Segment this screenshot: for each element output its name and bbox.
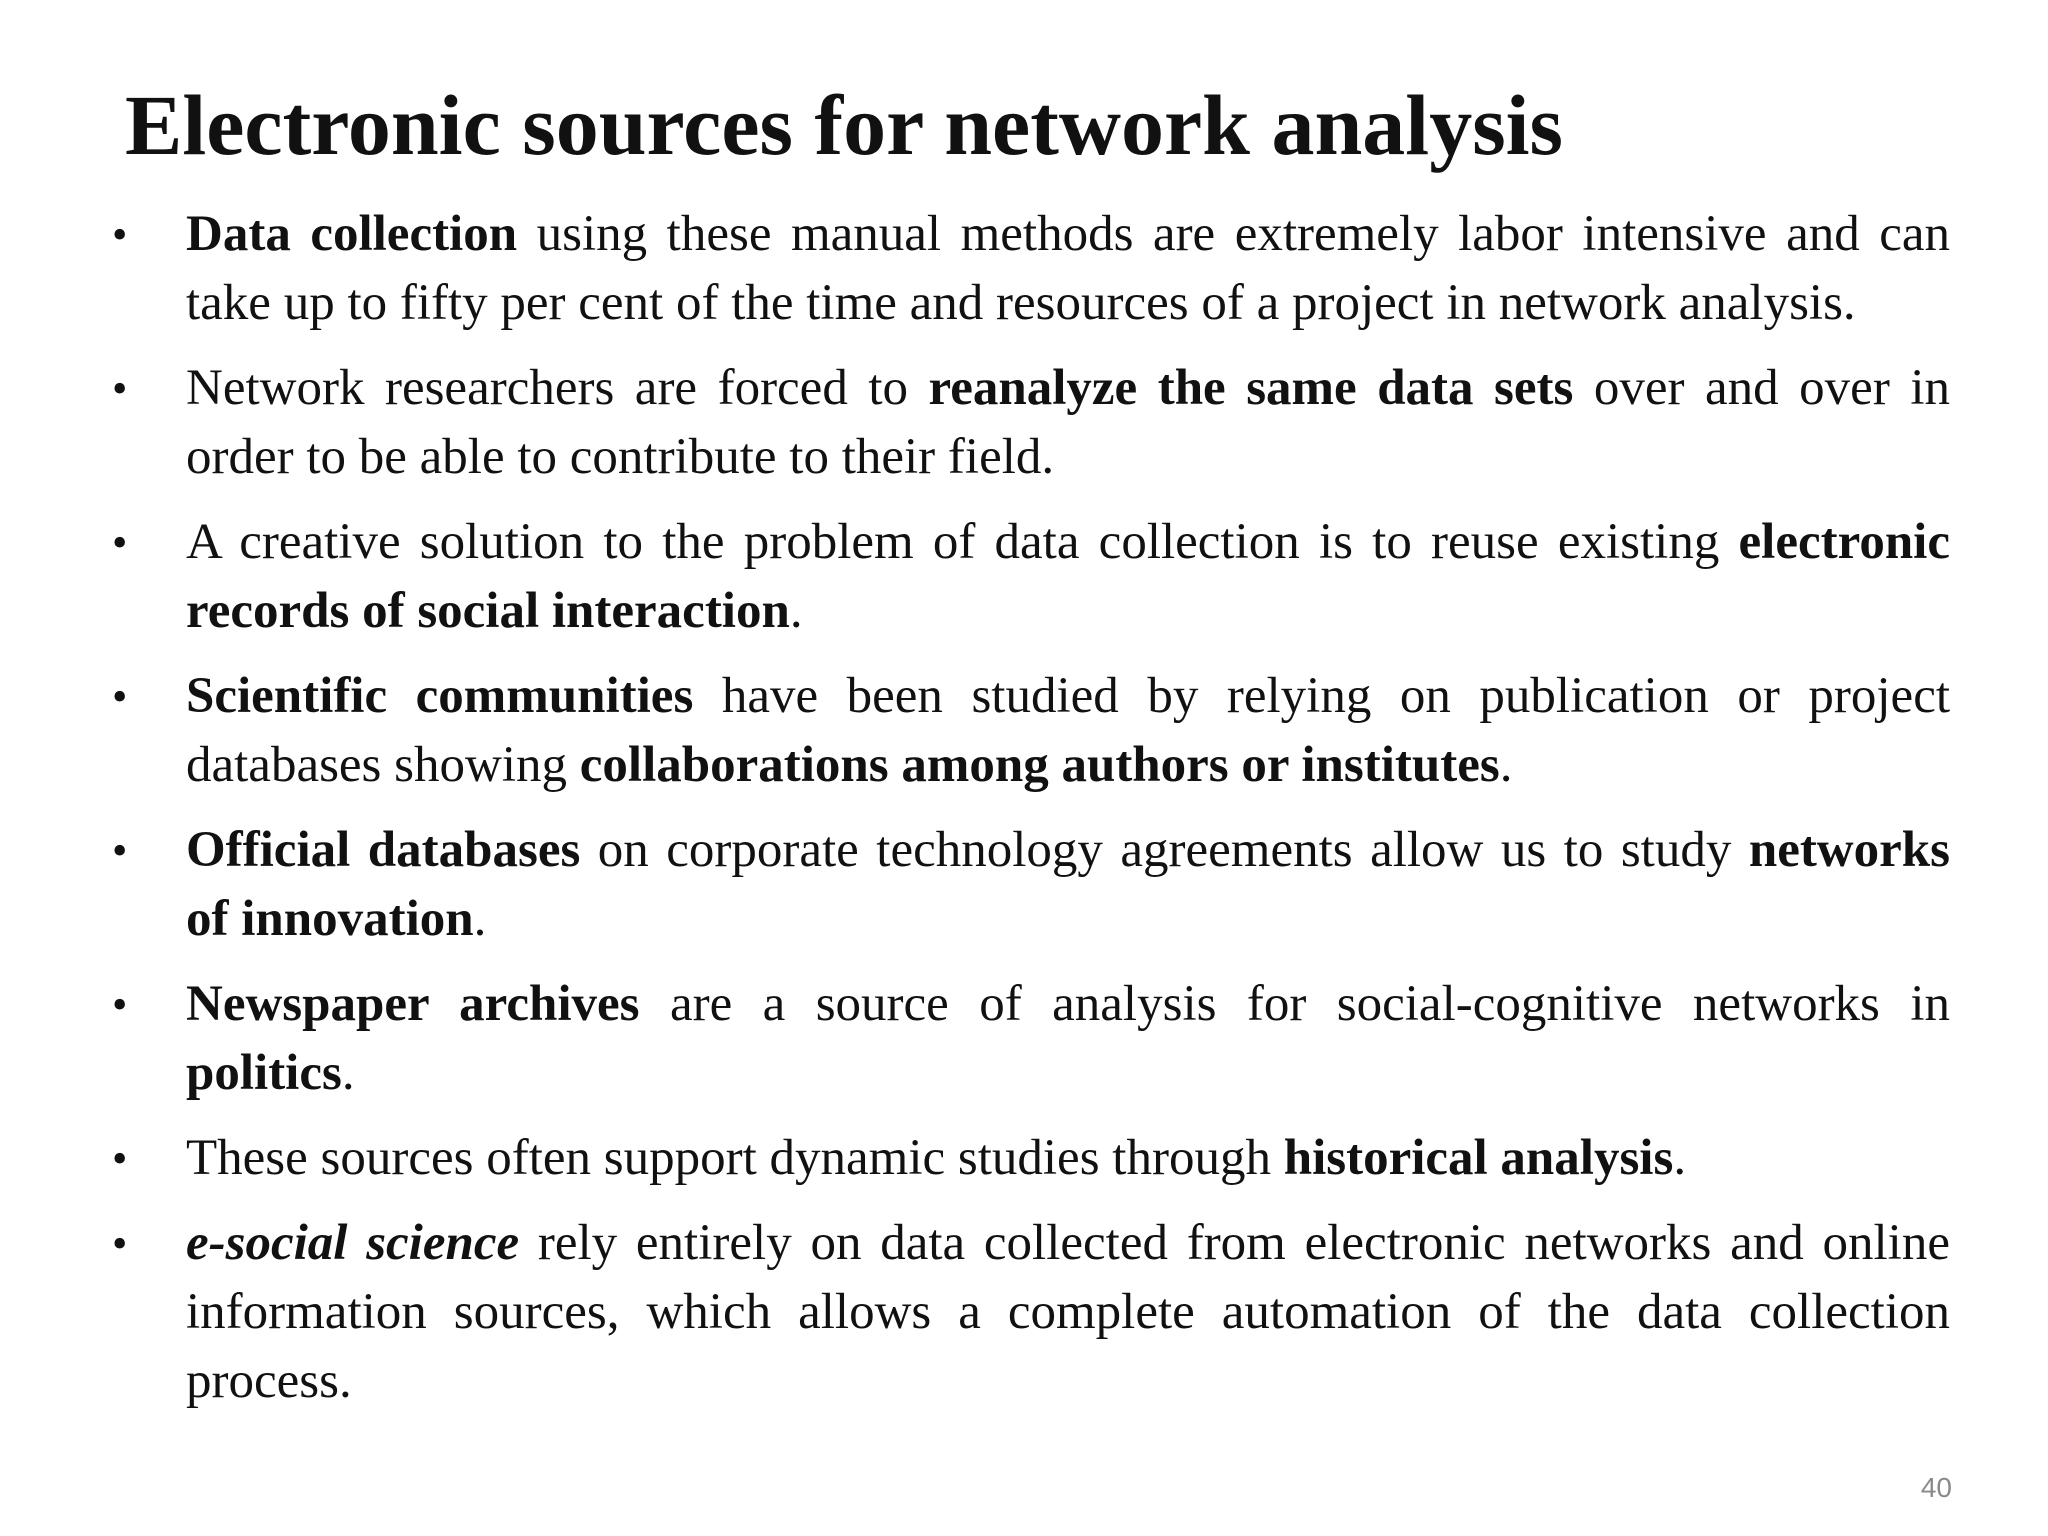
text-segment: have been studied by relying on publication or project databases showing (186, 668, 1951, 793)
bullet-marker: • (112, 210, 128, 259)
text-segment: are a source of analysis for social-cognitive networks in (639, 976, 1950, 1032)
text-segment: Network researchers are forced to (186, 360, 929, 416)
slide-title: Electronic sources for network analysis (125, 77, 1564, 173)
bullet-marker: • (112, 826, 128, 875)
bullet-item (108, 816, 1950, 954)
bold-text-segment: politics (186, 1045, 342, 1101)
bullet-marker: • (112, 364, 128, 413)
bold-text-segment: Official databases (186, 822, 581, 878)
bullet-text (186, 1209, 1950, 1416)
bullet-list (108, 200, 1950, 1432)
text-segment: . (341, 1045, 355, 1101)
bullet-text (186, 662, 1950, 800)
bullet-marker: • (112, 980, 128, 1029)
bullet-item (108, 200, 1950, 338)
bold-text-segment: Newspaper archives (186, 976, 640, 1032)
text-segment: . (1673, 1130, 1687, 1186)
bullet-text (186, 200, 1950, 338)
bold-text-segment: networks of innovation (186, 822, 1950, 947)
bullet-text (186, 508, 1950, 646)
text-segment: over and over in order to be able to contribute to their field. (186, 360, 1950, 485)
bullet-item (108, 662, 1950, 800)
bullet-marker: • (112, 1219, 128, 1268)
text-segment: . (789, 583, 803, 639)
text-segment: rely entirely on data collected from electronic networks and online information sources, which allows a complete automation of the data collection process. (186, 1215, 1950, 1409)
text-segment: . (1499, 737, 1513, 793)
bold-text-segment: electronic records of social interaction (186, 514, 1950, 639)
bullet-item (108, 1124, 1950, 1193)
bullet-text (186, 970, 1950, 1108)
bullet-marker: • (112, 1134, 128, 1183)
text-segment: A creative solution to the problem of data collection is to reuse existing (186, 514, 1739, 570)
bullet-text (186, 816, 1950, 954)
bullet-text (186, 354, 1950, 492)
bold-text-segment: reanalyze the same data sets (928, 360, 1574, 416)
bullet-item (108, 970, 1950, 1108)
bullet-text (186, 1124, 1950, 1193)
bullet-marker: • (112, 518, 128, 567)
bullet-marker: • (112, 672, 128, 721)
bold-italic-text-segment: e-social science (186, 1215, 520, 1271)
text-segment: using these manual methods are extremely labor intensive and can take up to fifty per cent of the time and resources of a project in network analysis. (186, 206, 1951, 331)
bold-text-segment: Scientific communities (186, 668, 694, 724)
bullet-item (108, 508, 1950, 646)
text-segment: on corporate technology agreements allow us to study (580, 822, 1749, 878)
text-segment: . (473, 891, 487, 947)
bullet-item (108, 354, 1950, 492)
text-segment: These sources often support dynamic studies through (186, 1130, 1284, 1186)
bold-text-segment: collaborations among authors or institutes (579, 737, 1500, 793)
bold-text-segment: historical analysis (1283, 1130, 1674, 1186)
bullet-item (108, 1209, 1950, 1416)
bold-text-segment: Data collection (186, 206, 518, 262)
page-number: 40 (1920, 1472, 1952, 1503)
